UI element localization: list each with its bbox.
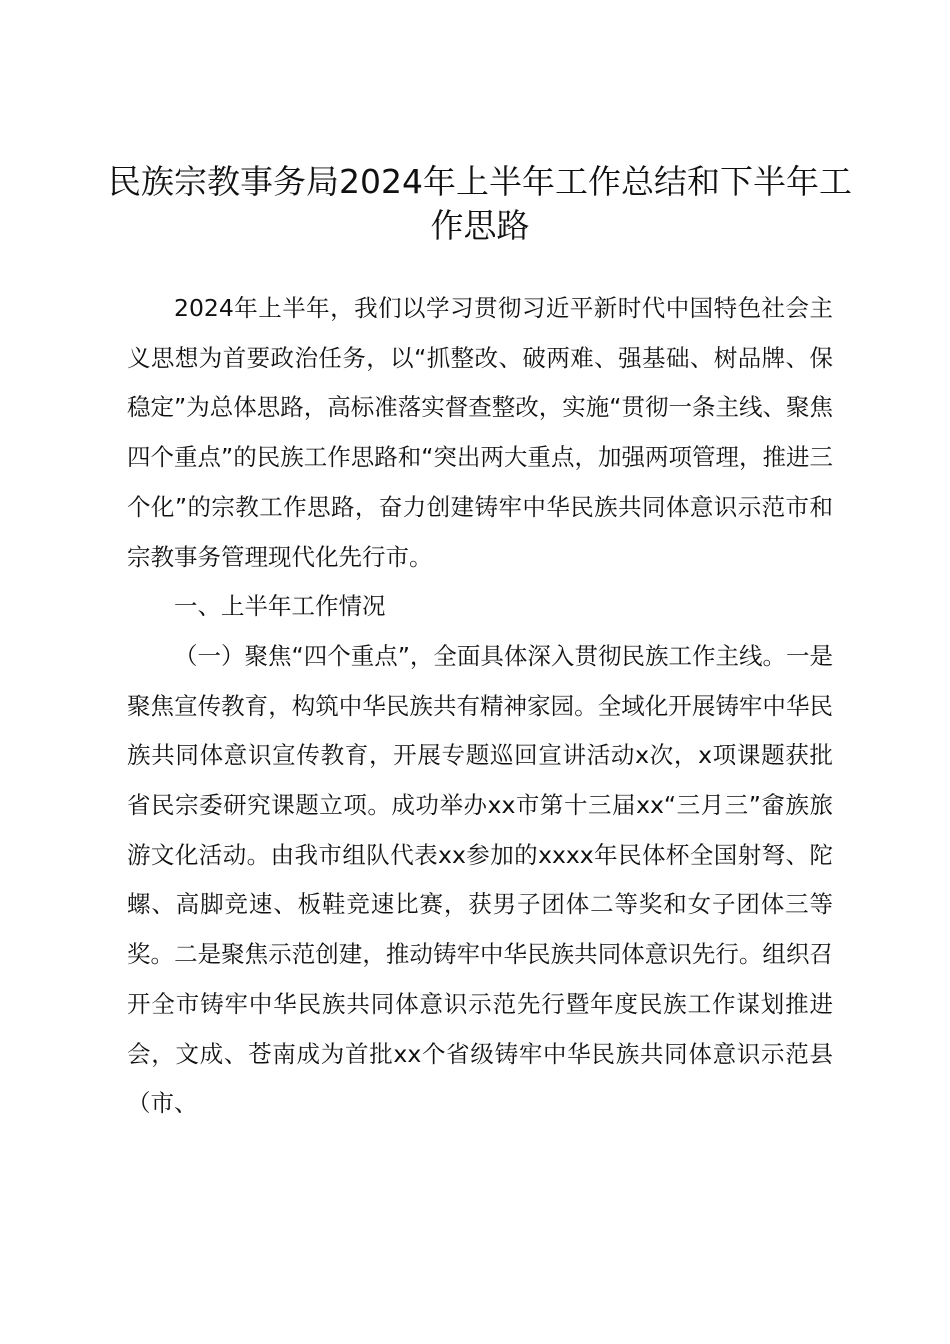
- paragraph-section-1: （一）聚焦“四个重点”，全面具体深入贯彻民族工作主线。一是聚焦宣传教育，构筑中华民族共有精神家园。全域化开展铸牢中华民族共同体意识宣传教育，开展专题巡回宣讲活动x次，x项课题获批省民宗委研究课题立项。成功举办xx市第十三届xx“三月三”畲族旅游文化活动。由我市组队代表xx参加的xxxx年民体杯全国射弩、陀螺、高脚竞速、板鞋竞速比赛，获男子团体二等奖和女子团体三等奖。二是聚焦示范创建，推动铸牢中华民族共同体意识先行。组织召开全市铸牢中华民族共同体意识示范先行暨年度民族工作谋划推进会，文成、苍南成为首批xx个省级铸牢中华民族共同体意识示范县（市、: [127, 641, 833, 1118]
- paragraph-intro: 2024年上半年，我们以学习贯彻习近平新时代中国特色社会主义思想为首要政治任务，以“抓整改、破两难、强基础、树品牌、保稳定”为总体思路，高标准落实督查整改，实施“贯彻一条主线、聚焦四个重点”的民族工作思路和“突出两大重点，加强两项管理，推进三个化”的宗教工作思路，奋力创建铸牢中华民族共同体意识示范市和宗教事务管理现代化先行市。: [127, 294, 833, 571]
- document-body: [127, 284, 833, 1129]
- document-title: 民族宗教事务局2024年上半年工作总结和下半年工作思路: [108, 162, 852, 245]
- section-heading: 一、上半年工作情况: [174, 592, 386, 621]
